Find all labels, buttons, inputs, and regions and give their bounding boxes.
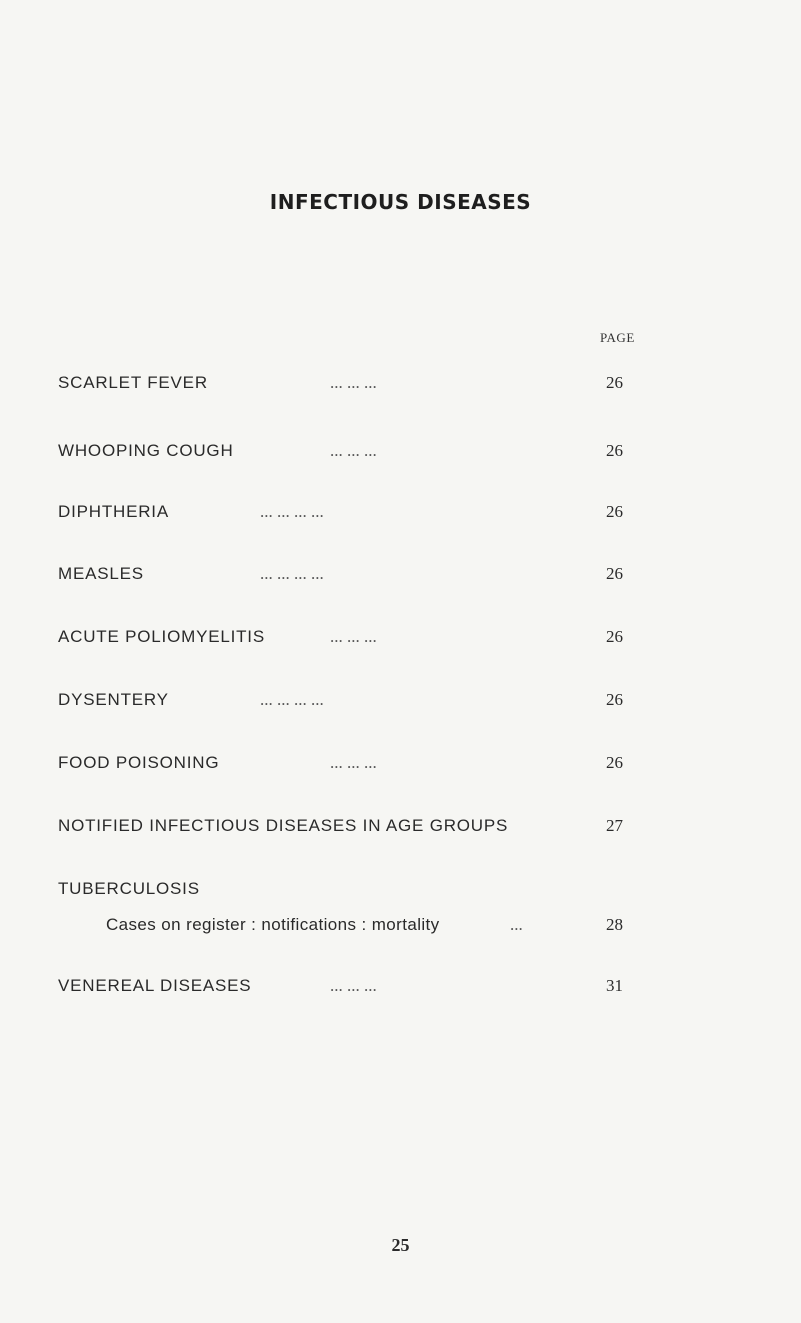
toc-entry-page: 26 [606, 441, 623, 460]
toc-entry-page: 26 [606, 627, 623, 646]
toc-entry-measles[interactable] [58, 564, 688, 588]
toc-entry-page: 31 [606, 976, 623, 995]
toc-entry-label: WHOOPING COUGH [58, 441, 234, 460]
page-title: INFECTIOUS DISEASES [269, 190, 532, 214]
leader-dots: ... ... ... ... [260, 502, 324, 521]
toc-entry-page: 26 [606, 753, 623, 772]
toc-entry-page: 28 [606, 915, 623, 934]
toc-section-tuberculosis [58, 879, 688, 903]
toc-entry-whooping-cough[interactable] [58, 441, 688, 465]
toc-entry-page: 26 [606, 690, 623, 709]
page-number: 25 [391, 1235, 410, 1255]
leader-dots: ... ... ... [330, 627, 377, 646]
leader-dots: ... ... ... [330, 373, 377, 392]
toc-entry-label: Cases on register : notifications : mortality [106, 915, 440, 934]
leader-dots: ... ... ... ... [260, 564, 324, 583]
toc-entry-label: DIPHTHERIA [58, 502, 169, 521]
toc-entry-label: NOTIFIED INFECTIOUS DISEASES IN AGE GROUPS [58, 816, 509, 835]
toc-entry-page: 26 [606, 564, 623, 583]
leader-dots: ... [510, 915, 523, 934]
toc-entry-dysentery[interactable] [58, 690, 688, 714]
toc-entry-page: 26 [606, 373, 623, 392]
toc-entry-label: ACUTE POLIOMYELITIS [58, 627, 265, 646]
toc-entry-label: DYSENTERY [58, 690, 169, 709]
toc-entry-scarlet-fever[interactable] [58, 373, 688, 397]
toc-section-label: TUBERCULOSIS [58, 879, 200, 898]
toc-entry-label: VENEREAL DISEASES [58, 976, 252, 995]
toc-entry-label: MEASLES [58, 564, 144, 583]
toc-entry-page: 26 [606, 502, 623, 521]
toc-entry-label: SCARLET FEVER [58, 373, 208, 392]
leader-dots: ... ... ... [330, 976, 377, 995]
toc-entry-diphtheria[interactable] [58, 502, 688, 526]
leader-dots: ... ... ... ... [260, 690, 324, 709]
toc-entry-food-poisoning[interactable] [58, 753, 688, 777]
leader-dots: ... ... ... [330, 441, 377, 460]
toc-entry-page: 27 [606, 816, 623, 835]
leader-dots: ... ... ... [330, 753, 377, 772]
toc-entry-tuberculosis-cases[interactable] [58, 915, 688, 939]
toc-entry-venereal-diseases[interactable] [58, 976, 688, 1000]
toc-entry-notified-infectious-diseases[interactable] [58, 816, 688, 840]
toc-entry-label: FOOD POISONING [58, 753, 220, 772]
toc-entry-acute-poliomyelitis[interactable] [58, 627, 688, 651]
page-column-header: PAGE [600, 330, 635, 345]
